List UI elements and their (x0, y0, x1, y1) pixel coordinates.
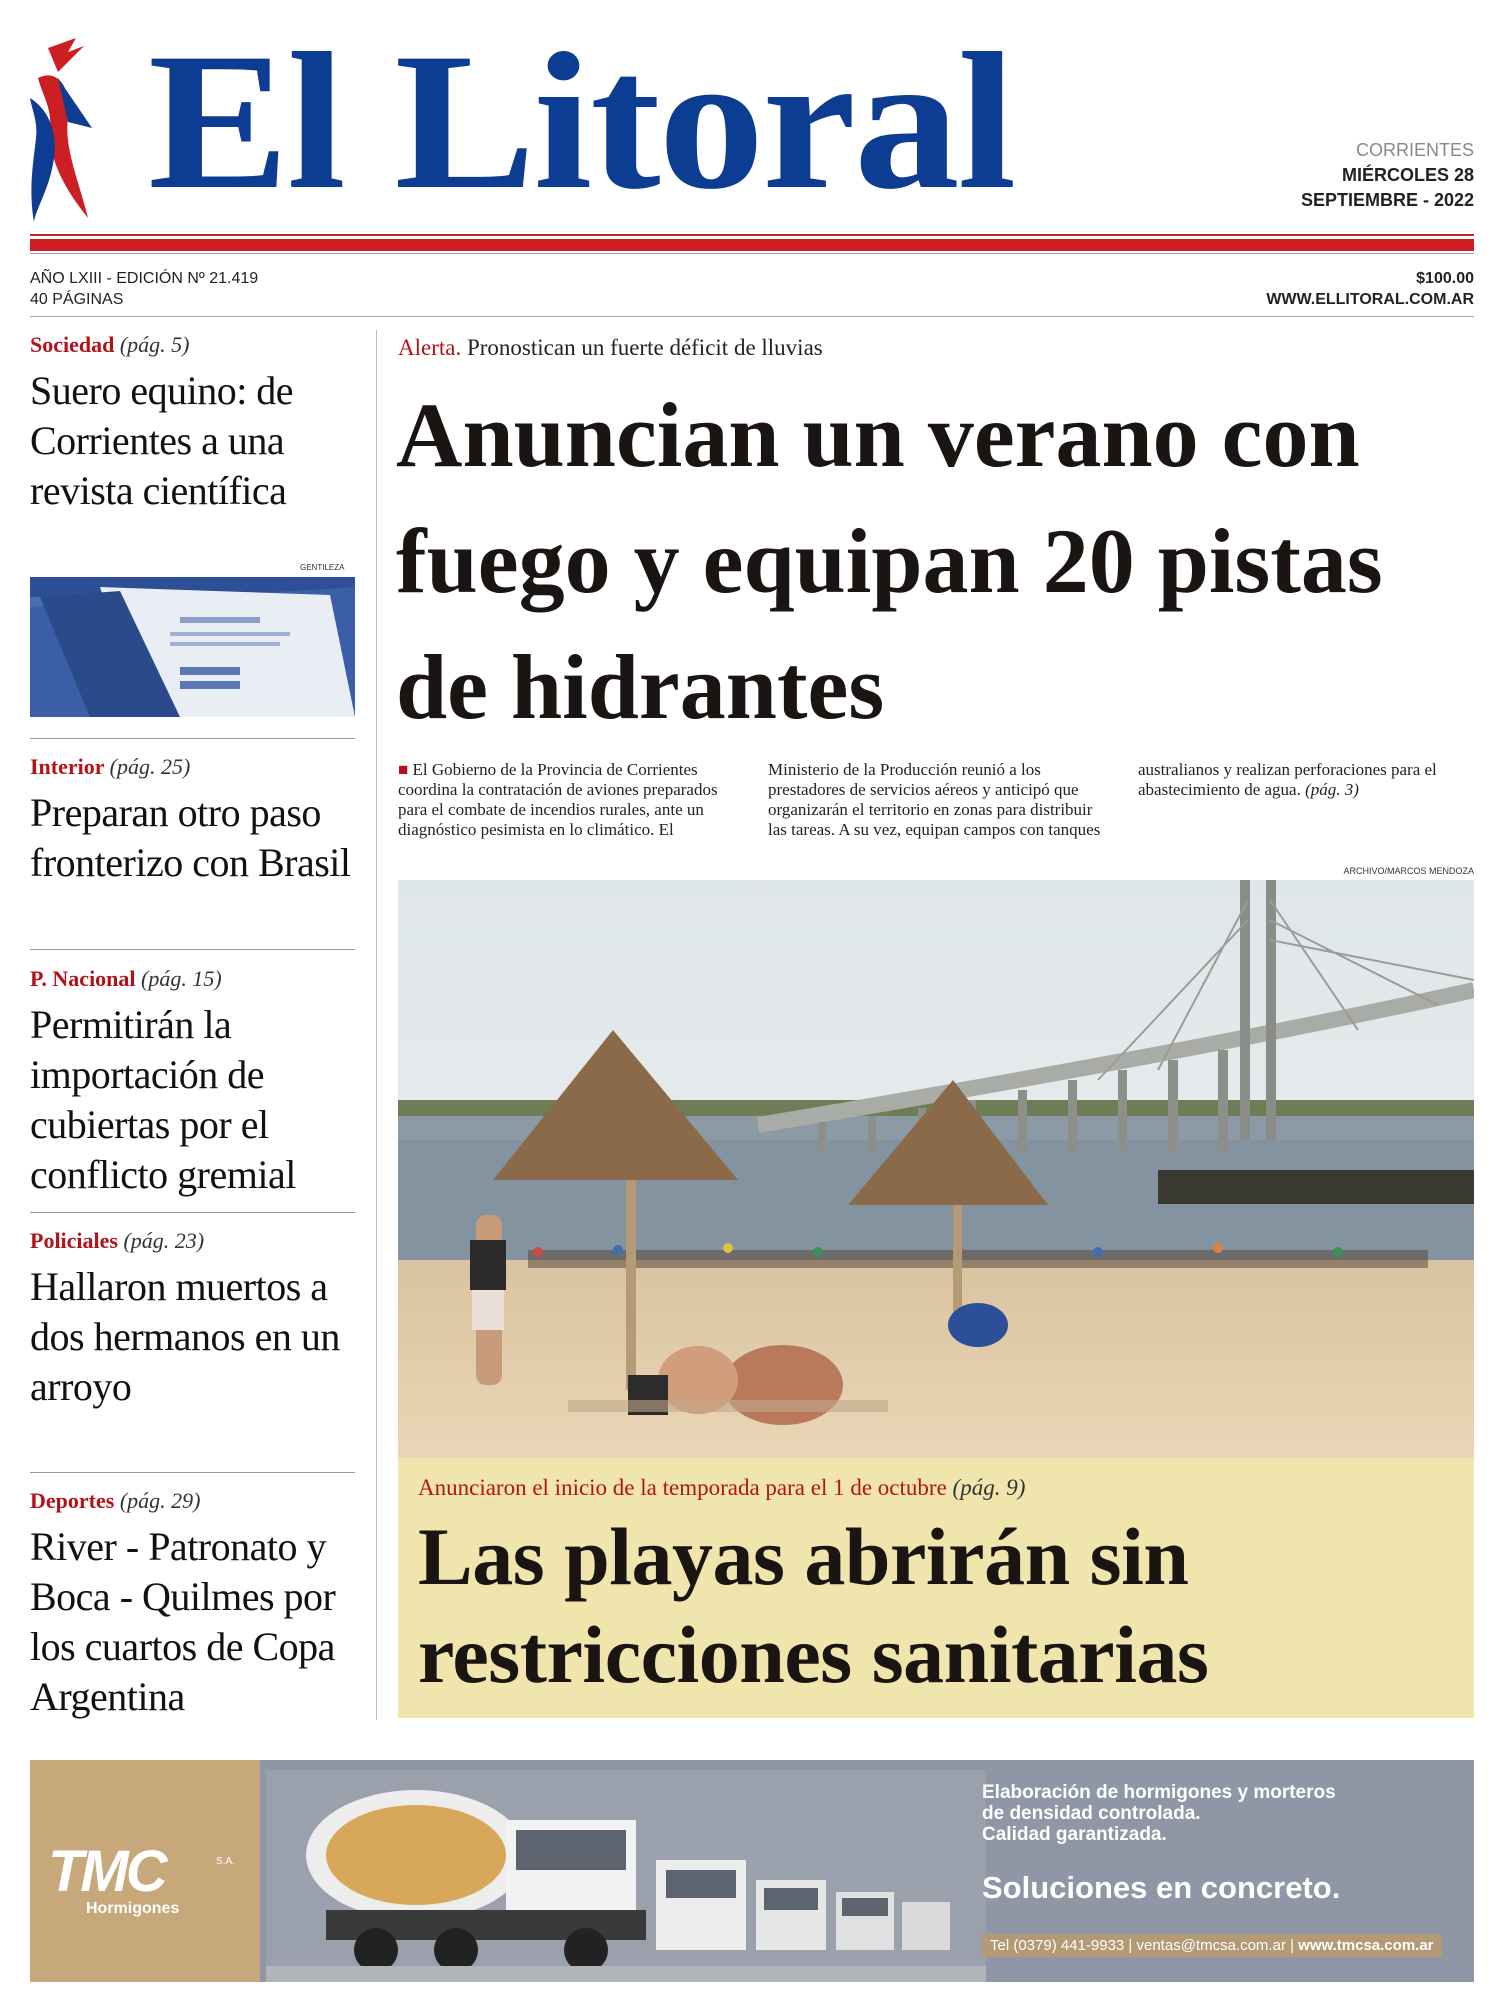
edition-pages: 40 PÁGINAS (30, 291, 124, 308)
masthead-date (1301, 138, 1474, 213)
section-kicker: Interior (pág. 25) (30, 754, 191, 779)
sidebar-story-deportes[interactable] (30, 1488, 360, 1722)
main-headline[interactable]: Anuncian un verano con fuego y equipan 20 pistas de hidrantes (396, 384, 1383, 738)
sidebar-story-sociedad[interactable] (30, 332, 360, 516)
beach-kicker: Anunciaron el inicio de la temporada para el 1 de octubre (pág. 9) (418, 1475, 1026, 1500)
serum-box-photo[interactable] (30, 577, 355, 717)
masthead-rule-gray (30, 253, 1474, 254)
masthead-month-year: SEPTIEMBRE - 2022 (1300, 190, 1474, 210)
ad-phone: Tel (0379) 441-9933 (990, 1937, 1125, 1954)
main-kicker: Alerta. Pronostican un fuerte déficit de lluvias (398, 335, 823, 360)
divider (30, 738, 355, 739)
edition-website[interactable]: WWW.ELLITORAL.COM.AR (1266, 291, 1474, 308)
section-kicker: Deportes (pág. 29) (30, 1488, 201, 1513)
story-headline[interactable]: Suero equino: de Corrientes a una revista científica (30, 368, 294, 513)
section-kicker: Policiales (pág. 23) (30, 1228, 205, 1253)
ad-website[interactable]: www.tmcsa.com.ar (1298, 1937, 1434, 1954)
divider (30, 1212, 355, 1213)
ad-slogan: Soluciones en concreto. (982, 1870, 1341, 1905)
section-kicker: Sociedad (pág. 5) (30, 332, 190, 357)
divider (30, 1472, 355, 1473)
sidebar-story-policiales[interactable] (30, 1228, 360, 1412)
ad-brand-suffix: S.A. (216, 1856, 235, 1867)
ad-brand-sub: Hormigones (86, 1900, 180, 1917)
masthead-title[interactable]: El Litoral (148, 13, 1015, 230)
edition-info (30, 268, 258, 310)
divider (30, 949, 355, 950)
divider (30, 316, 1474, 317)
ad-brand-logo: TMC (48, 1839, 165, 1904)
story-headline[interactable]: Hallaron muertos a dos hermanos en un arroyo (30, 1264, 340, 1409)
photo-credit: ARCHIVO/MARCOS MENDOZA (1343, 866, 1474, 876)
logo-icon (28, 38, 92, 222)
edition-price: $100.00 (1416, 270, 1474, 287)
masthead-rule-thick (30, 239, 1474, 251)
masthead-rule (30, 234, 1474, 236)
edition-number: AÑO LXIII - EDICIÓN Nº 21.419 (30, 270, 259, 287)
masthead-weekday: MIÉRCOLES 28 (1341, 165, 1474, 185)
beach-photo[interactable] (398, 880, 1474, 1458)
edition-price-web (1266, 268, 1474, 310)
sidebar-story-interior[interactable] (30, 754, 360, 888)
beach-headline[interactable]: Las playas abrirán sin restricciones sanitarias (418, 1511, 1209, 1700)
ad-contact[interactable]: Tel (0379) 441-9933 | ventas@tmcsa.com.ar | www.tmcsa.com.ar (982, 1934, 1442, 1957)
story-headline[interactable]: River - Patronato y Boca - Quilmes por los cuartos de Copa Argentina (30, 1524, 336, 1719)
column-divider (376, 330, 377, 1720)
story-headline[interactable]: Preparan otro paso fronterizo con Brasil (30, 790, 351, 885)
ad-copy: Elaboración de hormigones y morteros de densidad controlada. Calidad garantizada. (982, 1782, 1336, 1845)
ad-email[interactable]: ventas@tmcsa.com.ar (1136, 1937, 1286, 1954)
tmc-advertisement[interactable] (30, 1760, 1474, 1982)
masthead-city: CORRIENTES (1355, 140, 1474, 160)
photo-credit: GENTILEZA (300, 563, 345, 572)
story-headline[interactable]: Permitirán la importación de cubiertas por el conflicto gremial (30, 1002, 296, 1197)
concrete-trucks-icon (266, 1770, 986, 1982)
sidebar-story-nacional[interactable] (30, 966, 360, 1200)
section-kicker: P. Nacional (pág. 15) (30, 966, 222, 991)
main-body-text: ■ El Gobierno de la Provincia de Corrientes coordina la contratación de aviones preparados para el combate de incendios rurales, ante un diagnóstico pesimista en lo climático. El Ministerio de la Producción reunió a los prestadores de servicios aéreos y anticipó que organizarán el territorio en zonas para distribuir las tareas. A su vez, equipan campos con tanques australianos y realizan perforaciones para el abastecimiento de agua. (pág. 3) (398, 760, 1437, 839)
